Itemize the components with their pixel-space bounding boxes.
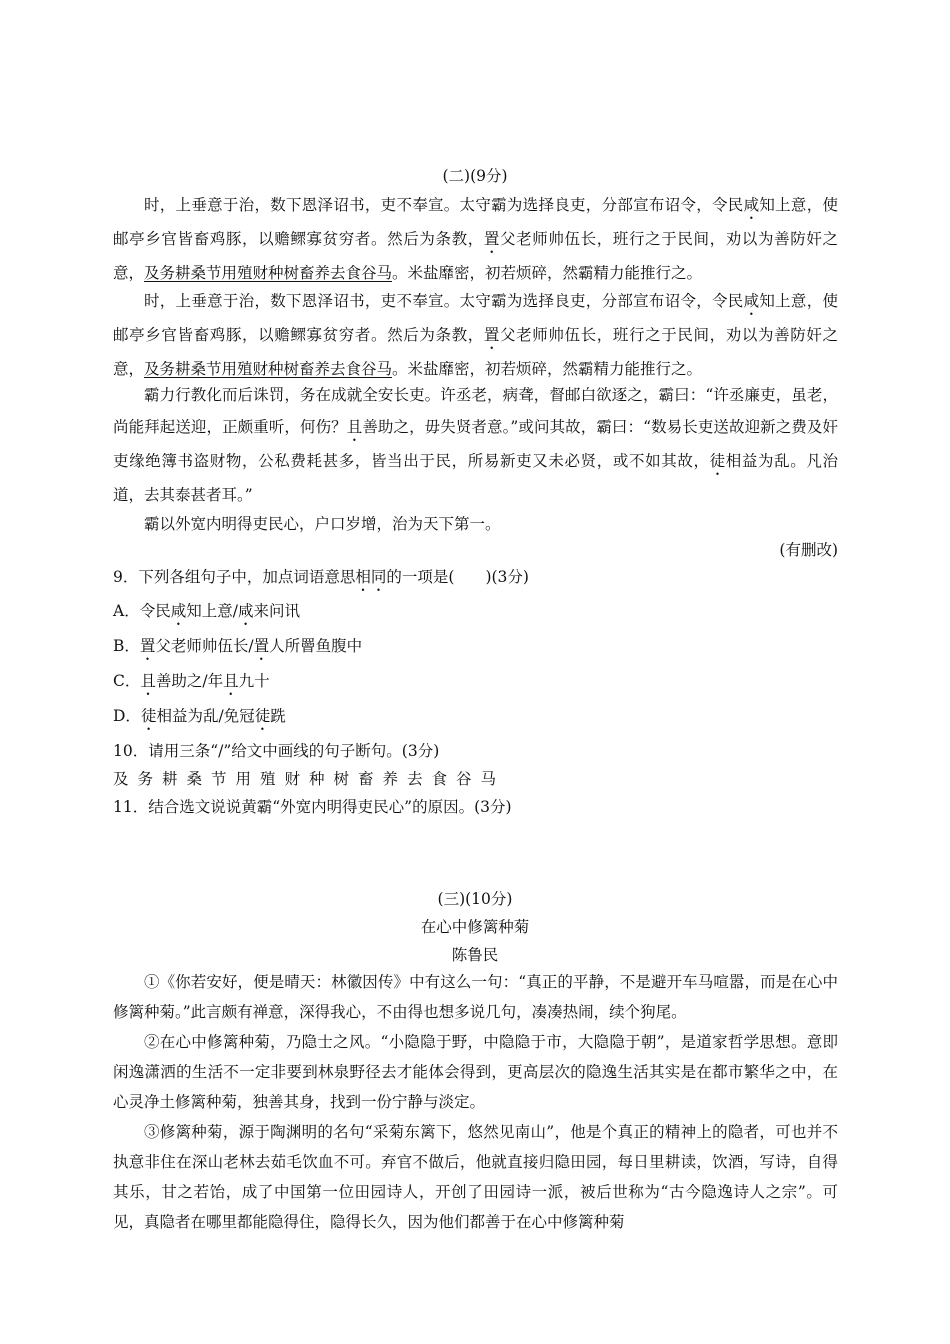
question-11: 11．结合选文说说黄霸“外宽内明得吏民心”的原因。(3分) xyxy=(113,798,512,816)
option-b: B．置父老师帅伍长/置人所罾鱼腹中 xyxy=(113,637,363,655)
passage-paragraph-3: 霸力行教化而后诛罚，务在成就全安长吏。许丞老，病聋，督邮白欲逐之，霸曰：“许丞廉吏，虽老，尚能拜起送迎，正颇重听，何伤？且善助之，毋失贤者意。”或问其故，霸曰：“数易长吏送故迎新之费及奸吏缘绝簿书盗财物，公私费耗甚多，皆当出于民，所易新吏又未必贤，或不如其故，徒相益为乱。凡治道，去其泰甚者耳。” xyxy=(113,386,838,504)
article-paragraph-3: ③修篱种菊，源于陶渊明的名句“采菊东篱下，悠然见南山”，他是个真正的精神上的隐者，可也并不执意非住在深山老林去茹毛饮血不可。弃官不做后，他就直接归隐田园，每日里耕读，饮酒，写诗，自得其乐，甘之若饴，成了中国第一位田园诗人，开创了田园诗一派，被后世称为“古今隐逸诗人之宗”。可见，真隐者在哪里都能隐得住，隐得长久，因为他们都善于在心中修篱种菊 xyxy=(113,1123,838,1231)
article-author: 陈鲁民 xyxy=(451,946,499,964)
passage-paragraph-1: 时，上垂意于治，数下恩泽诏书，吏不奉宣。太守霸为选择良吏，分部宣布诏令，令民咸知上意，使邮亭乡官皆畜鸡豚，以赡鳏寡贫穷者。然后为条教，置父老师帅伍长，班行之于民间，劝以为善防奸之意，及务耕桑节用殖财种树畜养去食谷马。米盐靡密，初若烦碎，然霸精力能推行之。 xyxy=(113,196,838,282)
underlined-sentence: 及务耕桑节用殖财种树畜养去食谷马 xyxy=(144,360,393,378)
question-10: 10．请用三条“/”给文中画线的句子断句。(3分) xyxy=(113,742,440,760)
section-3-heading: (三)(10分) xyxy=(437,890,513,908)
dotted-word: 且 xyxy=(346,418,363,436)
dotted-word: 咸 xyxy=(743,196,760,214)
question-9: 9．下列各组句子中，加点词语意思相同的一项是( )(3分) xyxy=(113,568,529,586)
dotted-word: 置 xyxy=(483,230,500,248)
option-c: C．且善助之/年且九十 xyxy=(113,672,270,690)
option-a: A．令民咸知上意/咸来问讯 xyxy=(113,602,300,620)
article-title: 在心中修篱种菊 xyxy=(420,918,530,936)
dotted-word: 咸 xyxy=(743,292,760,310)
section-2-heading: (二)(9分) xyxy=(442,167,508,185)
passage-paragraph-4: 霸以外宽内明得吏民心，户口岁增，治为天下第一。 xyxy=(144,515,501,533)
source-note: (有删改) xyxy=(779,541,838,559)
option-d: D．徒相益为乱/免冠徒跣 xyxy=(113,707,286,725)
dotted-word: 相同 xyxy=(355,568,387,586)
passage-paragraph-2: 时，上垂意于治，数下恩泽诏书，吏不奉宣。太守霸为选择良吏，分部宣布诏令，令民咸知上意，使邮亭乡官皆畜鸡豚，以赡鳏寡贫穷者。然后为条教，置父老师帅伍长，班行之于民间，劝以为善防奸之意，及务耕桑节用殖财种树畜养去食谷马。米盐靡密，初若烦碎，然霸精力能推行之。 xyxy=(113,292,838,378)
dotted-word: 置 xyxy=(483,326,500,344)
underlined-sentence: 及务耕桑节用殖财种树畜养去食谷马 xyxy=(144,264,393,282)
article-paragraph-2: ②在心中修篱种菊，乃隐士之风。“小隐隐于野，中隐隐于市，大隐隐于朝”，是道家哲学思想。意即闲逸潇洒的生活不一定非要到林泉野径去才能体会得到，更高层次的隐逸生活其实是在都市繁华之中，在心灵净土修篱种菊，独善其身，找到一份宁静与淡定。 xyxy=(113,1033,838,1111)
dotted-word: 徒 xyxy=(709,452,726,470)
article-paragraph-1: ①《你若安好，便是晴天：林徽因传》中有这么一句：“真正的平静，不是避开车马喧嚣，而是在心中修篱种菊。”此言颇有禅意，深得我心，不由得也想多说几句，凑凑热闹，续个狗尾。 xyxy=(113,973,838,1021)
question-10-sentence: 及务耕桑节用殖财种树畜养去食谷马 xyxy=(113,770,506,788)
